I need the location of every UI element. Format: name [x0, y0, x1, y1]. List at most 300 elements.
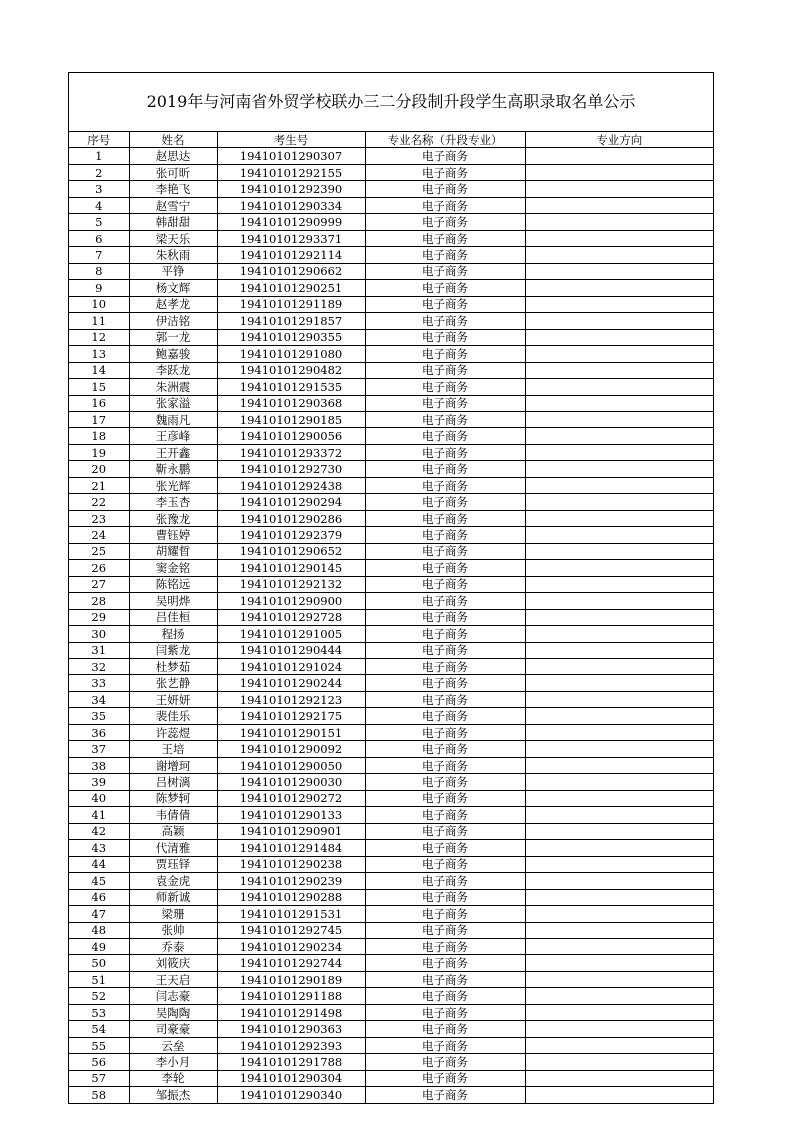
table-row: [69, 1004, 713, 1020]
cell-direction: [525, 626, 713, 642]
cell-exam-no: 19410101291188: [217, 988, 365, 1004]
cell-seq: 2: [69, 164, 129, 180]
cell-exam-no: 19410101290133: [217, 807, 365, 823]
cell-direction: [525, 197, 713, 213]
cell-major: 电子商务: [365, 609, 525, 625]
cell-name: 谢增珂: [129, 757, 217, 773]
cell-seq: 58: [69, 1087, 129, 1103]
cell-major: 电子商务: [365, 1037, 525, 1053]
cell-name: 吕佳桓: [129, 609, 217, 625]
cell-exam-no: 19410101290239: [217, 873, 365, 889]
cell-name: 靳永鹏: [129, 461, 217, 477]
cell-major: 电子商务: [365, 329, 525, 345]
cell-name: 师新诚: [129, 889, 217, 905]
table-row: [69, 247, 713, 263]
cell-major: 电子商务: [365, 593, 525, 609]
cell-exam-no: 19410101290662: [217, 263, 365, 279]
table-row: [69, 560, 713, 576]
cell-major: 电子商务: [365, 411, 525, 427]
cell-seq: 12: [69, 329, 129, 345]
cell-exam-no: 19410101290238: [217, 856, 365, 872]
table-row: [69, 757, 713, 773]
cell-direction: [525, 527, 713, 543]
cell-direction: [525, 1070, 713, 1086]
cell-exam-no: 19410101290334: [217, 197, 365, 213]
table-row: [69, 626, 713, 642]
table-row: [69, 1037, 713, 1053]
cell-direction: [525, 1004, 713, 1020]
cell-major: 电子商务: [365, 938, 525, 954]
header-direction: 专业方向: [525, 132, 713, 148]
cell-seq: 36: [69, 724, 129, 740]
cell-major: 电子商务: [365, 675, 525, 691]
cell-direction: [525, 691, 713, 707]
cell-name: 王彦峰: [129, 428, 217, 444]
cell-seq: 37: [69, 741, 129, 757]
cell-name: 吴陶陶: [129, 1004, 217, 1020]
table-row: [69, 642, 713, 658]
cell-name: 王妍妍: [129, 691, 217, 707]
cell-seq: 53: [69, 1004, 129, 1020]
cell-major: 电子商务: [365, 1070, 525, 1086]
cell-exam-no: 19410101290145: [217, 560, 365, 576]
cell-major: 电子商务: [365, 955, 525, 971]
cell-exam-no: 19410101290304: [217, 1070, 365, 1086]
cell-direction: [525, 609, 713, 625]
cell-exam-no: 19410101291080: [217, 346, 365, 362]
cell-seq: 9: [69, 280, 129, 296]
table-row: [69, 1070, 713, 1086]
cell-exam-no: 19410101290092: [217, 741, 365, 757]
cell-direction: [525, 280, 713, 296]
table-row: [69, 428, 713, 444]
table-row: [69, 395, 713, 411]
cell-direction: [525, 1037, 713, 1053]
cell-exam-no: 19410101292745: [217, 922, 365, 938]
table-row: [69, 411, 713, 427]
cell-name: 司豪豪: [129, 1021, 217, 1037]
cell-direction: [525, 313, 713, 329]
cell-name: 窦金铭: [129, 560, 217, 576]
cell-exam-no: 19410101290288: [217, 889, 365, 905]
cell-seq: 15: [69, 379, 129, 395]
cell-seq: 7: [69, 247, 129, 263]
cell-seq: 14: [69, 362, 129, 378]
header-seq: 序号: [69, 132, 129, 148]
table-row: [69, 889, 713, 905]
cell-seq: 29: [69, 609, 129, 625]
cell-direction: [525, 164, 713, 180]
cell-direction: [525, 724, 713, 740]
cell-major: 电子商务: [365, 477, 525, 493]
cell-direction: [525, 296, 713, 312]
cell-major: 电子商务: [365, 444, 525, 460]
table-row: [69, 543, 713, 559]
cell-direction: [525, 823, 713, 839]
cell-direction: [525, 576, 713, 592]
cell-direction: [525, 889, 713, 905]
cell-seq: 4: [69, 197, 129, 213]
cell-direction: [525, 1087, 713, 1103]
cell-major: 电子商务: [365, 642, 525, 658]
cell-name: 云垒: [129, 1037, 217, 1053]
cell-major: 电子商务: [365, 691, 525, 707]
cell-exam-no: 19410101290307: [217, 148, 365, 164]
table-row: [69, 362, 713, 378]
cell-major: 电子商务: [365, 247, 525, 263]
cell-name: 张家溢: [129, 395, 217, 411]
cell-direction: [525, 807, 713, 823]
table-row: [69, 807, 713, 823]
table-row: [69, 856, 713, 872]
cell-name: 高颖: [129, 823, 217, 839]
cell-direction: [525, 856, 713, 872]
cell-name: 曹钰婷: [129, 527, 217, 543]
cell-seq: 17: [69, 411, 129, 427]
cell-major: 电子商务: [365, 461, 525, 477]
header-major: 专业名称（升段专业）: [365, 132, 525, 148]
cell-exam-no: 19410101292175: [217, 708, 365, 724]
cell-exam-no: 19410101291005: [217, 626, 365, 642]
cell-seq: 22: [69, 494, 129, 510]
cell-major: 电子商务: [365, 379, 525, 395]
cell-name: 魏雨凡: [129, 411, 217, 427]
table-row: [69, 461, 713, 477]
cell-seq: 32: [69, 659, 129, 675]
cell-major: 电子商务: [365, 774, 525, 790]
table-row: [69, 477, 713, 493]
cell-exam-no: 19410101290151: [217, 724, 365, 740]
cell-name: 袁金虎: [129, 873, 217, 889]
cell-major: 电子商务: [365, 724, 525, 740]
cell-major: 电子商务: [365, 428, 525, 444]
cell-name: 程扬: [129, 626, 217, 642]
cell-major: 电子商务: [365, 823, 525, 839]
cell-exam-no: 19410101290185: [217, 411, 365, 427]
cell-direction: [525, 395, 713, 411]
table-row: [69, 1021, 713, 1037]
cell-seq: 40: [69, 790, 129, 806]
cell-major: 电子商务: [365, 280, 525, 296]
cell-major: 电子商务: [365, 576, 525, 592]
cell-name: 杨文辉: [129, 280, 217, 296]
cell-exam-no: 19410101292744: [217, 955, 365, 971]
cell-direction: [525, 757, 713, 773]
table-row: [69, 164, 713, 180]
cell-direction: [525, 148, 713, 164]
cell-direction: [525, 659, 713, 675]
cell-name: 张可昕: [129, 164, 217, 180]
cell-name: 乔泰: [129, 938, 217, 954]
table-row: [69, 1087, 713, 1103]
cell-exam-no: 19410101290272: [217, 790, 365, 806]
cell-exam-no: 19410101290368: [217, 395, 365, 411]
table-row: [69, 280, 713, 296]
cell-name: 王天启: [129, 971, 217, 987]
cell-direction: [525, 1021, 713, 1037]
cell-exam-no: 19410101290652: [217, 543, 365, 559]
cell-major: 电子商务: [365, 840, 525, 856]
cell-seq: 35: [69, 708, 129, 724]
cell-exam-no: 19410101292123: [217, 691, 365, 707]
table-row: [69, 774, 713, 790]
cell-name: 鲍嘉骏: [129, 346, 217, 362]
cell-name: 王培: [129, 741, 217, 757]
cell-exam-no: 19410101290444: [217, 642, 365, 658]
cell-seq: 23: [69, 510, 129, 526]
cell-name: 邹振杰: [129, 1087, 217, 1103]
cell-exam-no: 19410101290900: [217, 593, 365, 609]
cell-seq: 26: [69, 560, 129, 576]
cell-direction: [525, 329, 713, 345]
table-row: [69, 906, 713, 922]
cell-major: 电子商务: [365, 214, 525, 230]
cell-exam-no: 19410101290999: [217, 214, 365, 230]
cell-exam-no: 19410101290286: [217, 510, 365, 526]
table-row: [69, 230, 713, 246]
cell-name: 韦倩倩: [129, 807, 217, 823]
cell-seq: 44: [69, 856, 129, 872]
table-row: [69, 840, 713, 856]
cell-name: 张帅: [129, 922, 217, 938]
cell-name: 李小月: [129, 1054, 217, 1070]
table-row: [69, 955, 713, 971]
cell-major: 电子商务: [365, 1004, 525, 1020]
cell-exam-no: 19410101291484: [217, 840, 365, 856]
cell-direction: [525, 922, 713, 938]
cell-direction: [525, 593, 713, 609]
cell-name: 代清雅: [129, 840, 217, 856]
cell-direction: [525, 214, 713, 230]
cell-direction: [525, 675, 713, 691]
table-row: [69, 724, 713, 740]
cell-seq: 54: [69, 1021, 129, 1037]
cell-seq: 10: [69, 296, 129, 312]
cell-exam-no: 19410101292728: [217, 609, 365, 625]
table-row: [69, 576, 713, 592]
cell-seq: 6: [69, 230, 129, 246]
cell-name: 赵雪宁: [129, 197, 217, 213]
cell-major: 电子商务: [365, 626, 525, 642]
cell-exam-no: 19410101292730: [217, 461, 365, 477]
cell-seq: 33: [69, 675, 129, 691]
cell-seq: 48: [69, 922, 129, 938]
table-row: [69, 823, 713, 839]
cell-direction: [525, 461, 713, 477]
cell-name: 王开鑫: [129, 444, 217, 460]
cell-name: 张光辉: [129, 477, 217, 493]
cell-major: 电子商务: [365, 988, 525, 1004]
cell-name: 李轮: [129, 1070, 217, 1086]
cell-direction: [525, 938, 713, 954]
table-row: [69, 527, 713, 543]
cell-name: 赵思达: [129, 148, 217, 164]
cell-seq: 24: [69, 527, 129, 543]
cell-direction: [525, 642, 713, 658]
cell-seq: 56: [69, 1054, 129, 1070]
table-row: [69, 1054, 713, 1070]
header-name: 姓名: [129, 132, 217, 148]
cell-seq: 30: [69, 626, 129, 642]
table-row: [69, 988, 713, 1004]
cell-seq: 43: [69, 840, 129, 856]
cell-name: 闫紫龙: [129, 642, 217, 658]
cell-major: 电子商务: [365, 807, 525, 823]
cell-exam-no: 19410101290030: [217, 774, 365, 790]
table-row: [69, 741, 713, 757]
cell-direction: [525, 494, 713, 510]
cell-seq: 28: [69, 593, 129, 609]
table-row: [69, 922, 713, 938]
table-body: [69, 148, 713, 1103]
table-row: [69, 593, 713, 609]
cell-direction: [525, 1054, 713, 1070]
cell-name: 郭一龙: [129, 329, 217, 345]
cell-seq: 8: [69, 263, 129, 279]
cell-direction: [525, 477, 713, 493]
cell-major: 电子商务: [365, 346, 525, 362]
cell-direction: [525, 444, 713, 460]
table-row: [69, 214, 713, 230]
cell-exam-no: 19410101292155: [217, 164, 365, 180]
cell-direction: [525, 955, 713, 971]
cell-name: 李艳飞: [129, 181, 217, 197]
cell-direction: [525, 346, 713, 362]
cell-major: 电子商务: [365, 757, 525, 773]
table-row: [69, 329, 713, 345]
cell-exam-no: 19410101293371: [217, 230, 365, 246]
cell-exam-no: 19410101293372: [217, 444, 365, 460]
cell-exam-no: 19410101290294: [217, 494, 365, 510]
table-row: [69, 263, 713, 279]
cell-name: 伊洁铭: [129, 313, 217, 329]
cell-seq: 20: [69, 461, 129, 477]
admission-table: [69, 132, 713, 1103]
table-row: [69, 609, 713, 625]
cell-major: 电子商务: [365, 708, 525, 724]
cell-seq: 18: [69, 428, 129, 444]
cell-exam-no: 19410101290050: [217, 757, 365, 773]
cell-exam-no: 19410101291189: [217, 296, 365, 312]
cell-major: 电子商务: [365, 971, 525, 987]
cell-seq: 5: [69, 214, 129, 230]
cell-major: 电子商务: [365, 741, 525, 757]
cell-direction: [525, 181, 713, 197]
cell-name: 贾珏铎: [129, 856, 217, 872]
cell-seq: 55: [69, 1037, 129, 1053]
cell-seq: 34: [69, 691, 129, 707]
cell-major: 电子商务: [365, 560, 525, 576]
cell-exam-no: 19410101290251: [217, 280, 365, 296]
cell-major: 电子商务: [365, 659, 525, 675]
cell-major: 电子商务: [365, 543, 525, 559]
cell-name: 陈铭远: [129, 576, 217, 592]
cell-major: 电子商务: [365, 790, 525, 806]
cell-exam-no: 19410101291535: [217, 379, 365, 395]
table-row: [69, 659, 713, 675]
cell-major: 电子商务: [365, 889, 525, 905]
cell-major: 电子商务: [365, 181, 525, 197]
cell-seq: 47: [69, 906, 129, 922]
cell-direction: [525, 741, 713, 757]
cell-direction: [525, 971, 713, 987]
cell-major: 电子商务: [365, 922, 525, 938]
table-row: [69, 197, 713, 213]
table-row: [69, 494, 713, 510]
cell-seq: 13: [69, 346, 129, 362]
cell-seq: 49: [69, 938, 129, 954]
cell-direction: [525, 906, 713, 922]
cell-name: 闫志豪: [129, 988, 217, 1004]
cell-direction: [525, 379, 713, 395]
table-row: [69, 708, 713, 724]
cell-name: 吴明烨: [129, 593, 217, 609]
cell-name: 刘筱庆: [129, 955, 217, 971]
cell-major: 电子商务: [365, 1021, 525, 1037]
table-row: [69, 296, 713, 312]
cell-direction: [525, 510, 713, 526]
cell-exam-no: 19410101291024: [217, 659, 365, 675]
cell-name: 张豫龙: [129, 510, 217, 526]
cell-exam-no: 19410101292379: [217, 527, 365, 543]
cell-exam-no: 19410101292438: [217, 477, 365, 493]
table-row: [69, 148, 713, 164]
cell-major: 电子商务: [365, 230, 525, 246]
cell-seq: 52: [69, 988, 129, 1004]
cell-exam-no: 19410101292393: [217, 1037, 365, 1053]
table-row: [69, 790, 713, 806]
cell-name: 李玉杏: [129, 494, 217, 510]
cell-seq: 41: [69, 807, 129, 823]
cell-seq: 57: [69, 1070, 129, 1086]
cell-seq: 46: [69, 889, 129, 905]
cell-exam-no: 19410101290482: [217, 362, 365, 378]
cell-direction: [525, 428, 713, 444]
cell-major: 电子商务: [365, 313, 525, 329]
table-row: [69, 691, 713, 707]
cell-exam-no: 19410101290244: [217, 675, 365, 691]
cell-name: 裴佳乐: [129, 708, 217, 724]
cell-seq: 42: [69, 823, 129, 839]
cell-direction: [525, 873, 713, 889]
cell-seq: 50: [69, 955, 129, 971]
cell-major: 电子商务: [365, 197, 525, 213]
cell-name: 陈梦轲: [129, 790, 217, 806]
cell-major: 电子商务: [365, 296, 525, 312]
cell-seq: 27: [69, 576, 129, 592]
cell-name: 张艺静: [129, 675, 217, 691]
cell-name: 杜梦茹: [129, 659, 217, 675]
cell-exam-no: 19410101291531: [217, 906, 365, 922]
admission-list-sheet: [68, 72, 714, 1104]
cell-seq: 11: [69, 313, 129, 329]
cell-exam-no: 19410101292132: [217, 576, 365, 592]
cell-seq: 39: [69, 774, 129, 790]
cell-seq: 31: [69, 642, 129, 658]
cell-seq: 1: [69, 148, 129, 164]
cell-exam-no: 19410101290355: [217, 329, 365, 345]
table-row: [69, 379, 713, 395]
cell-exam-no: 19410101291857: [217, 313, 365, 329]
cell-major: 电子商务: [365, 362, 525, 378]
cell-seq: 38: [69, 757, 129, 773]
cell-seq: 45: [69, 873, 129, 889]
cell-direction: [525, 790, 713, 806]
cell-major: 电子商务: [365, 164, 525, 180]
cell-exam-no: 19410101290363: [217, 1021, 365, 1037]
cell-major: 电子商务: [365, 906, 525, 922]
cell-major: 电子商务: [365, 856, 525, 872]
